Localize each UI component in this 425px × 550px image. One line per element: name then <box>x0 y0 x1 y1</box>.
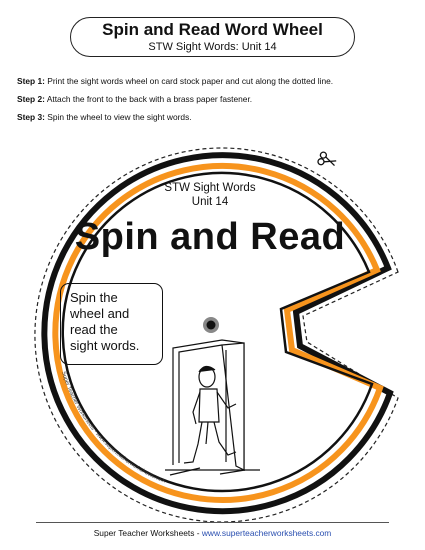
wheel-big-title: Spin and Read <box>74 216 346 258</box>
step-1: Step 1: Print the sight words wheel on card stock paper and cut along the dotted line. <box>17 76 334 86</box>
wheel-small-title-line1: STW Sight Words <box>164 182 256 194</box>
instruction-line: read the <box>70 322 118 337</box>
wheel-small-title-line2: Unit 14 <box>191 196 229 208</box>
footer-link[interactable]: www.superteacherworksheets.com <box>201 528 332 538</box>
instruction-line: sight words. <box>70 338 140 353</box>
side-credit: Super Teacher Worksheets - www.superteacherworksheets.com <box>60 370 167 485</box>
page-subtitle: STW Sight Words: Unit 14 <box>148 41 277 53</box>
fastener-hole-icon <box>203 317 219 333</box>
footer <box>36 528 389 539</box>
instruction-box <box>60 283 163 365</box>
step-3: Step 3: Spin the wheel to view the sight words. <box>17 112 192 122</box>
wheel-small-title <box>150 181 270 209</box>
page-title: Spin and Read Word Wheel <box>102 20 323 39</box>
step-2: Step 2: Attach the front to the back with a brass paper fastener. <box>17 94 253 104</box>
footer-divider <box>36 522 389 523</box>
scissors-icon <box>317 151 337 169</box>
boy-in-doorway-illustration <box>165 340 260 475</box>
instruction-line: Spin the <box>70 290 118 305</box>
instruction-line: wheel and <box>70 306 130 321</box>
footer-text: Super Teacher Worksheets - <box>93 528 202 538</box>
